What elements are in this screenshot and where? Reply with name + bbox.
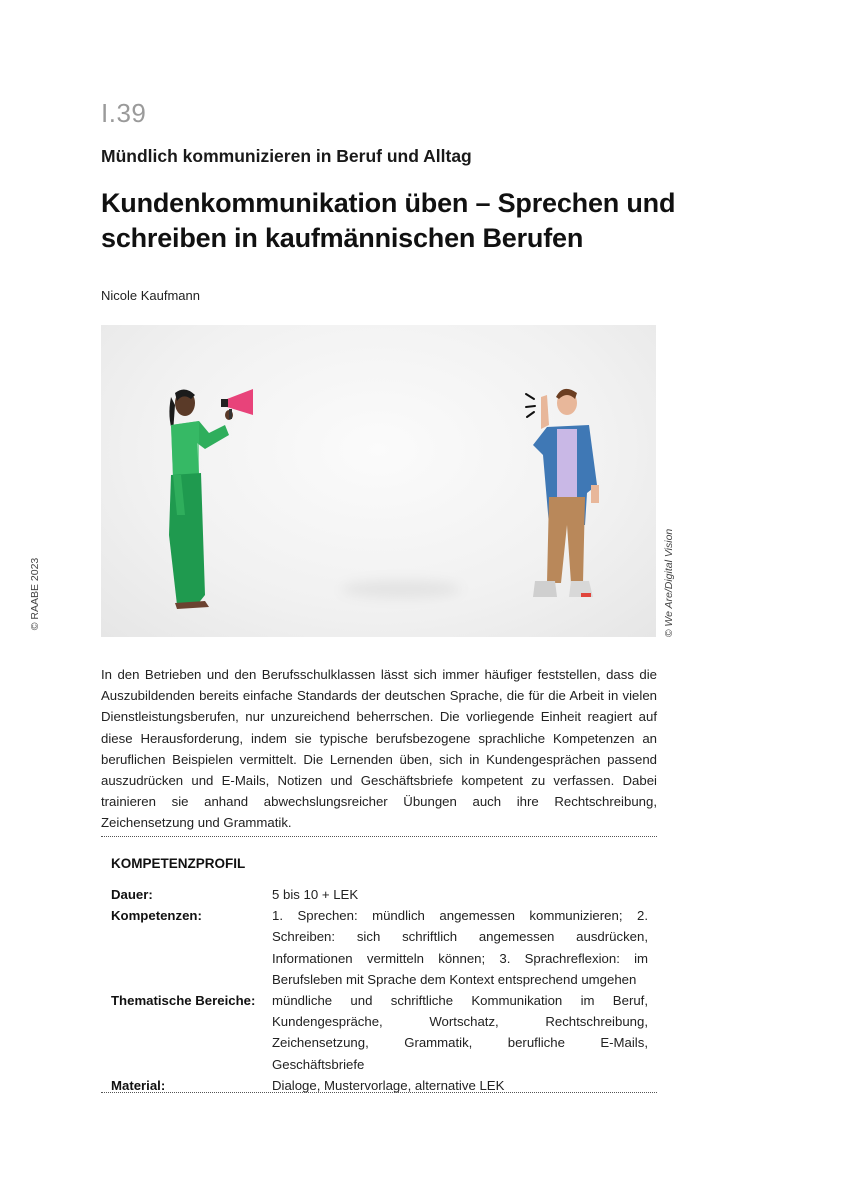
intro-paragraph: In den Betrieben und den Berufsschulklassen lässt sich immer häufiger feststellen, dass die Auszubildenden bereits einfache Standards der deutschen Sprache, die für die Arbeit in vielen Dienstleistungsberufen, nur unzureichend beherrschen. Die vorliegende Einheit reagiert auf diese Herausforderung, indem sie typische berufsbezogene sprachliche Kompetenzen an beruflichen Beispielen vermittelt. Die Lernenden üben, sich in Kundengesprächen passend auszudrücken und E-Mails, Notizen und Geschäftsbriefe kompetent zu verfassen. Dabei trainieren sie anhand abwechslungsreicher Übungen auch ihre Rechtschreibung, Zeichensetzung und Grammatik.: [101, 667, 657, 831]
photo-illustration: [101, 325, 656, 637]
photo-credit: © We Are/Digital Vision: [663, 528, 675, 638]
page-title: [101, 186, 701, 256]
profile-value: mündliche und schriftliche Kommunikation im Beruf, Kundengespräche, Wortschatz, Rechtschreibung, Zeichensetzung, Grammatik, berufliche E-Mails, Geschäftsbriefe: [272, 993, 648, 1072]
divider-bottom: [101, 1092, 657, 1093]
profile-value: 1. Sprechen: mündlich angemessen kommunizieren; 2. Schreiben: sich schriftlich angemessen ausdrücken, Informationen vermitteln können; 3. Sprachreflexion: im Berufsleben mit Sprache dem Kontext entsprechend umgehen: [272, 908, 648, 987]
profile-label: Dauer:: [111, 887, 153, 902]
copyright-raabe: © RAABE 2023: [29, 557, 41, 631]
kompetenzprofil-table: [111, 884, 648, 1096]
profile-label: Material:: [111, 1077, 166, 1093]
profile-value: 5 bis 10 + LEK: [272, 887, 359, 902]
profile-row-kompetenzen: [111, 905, 648, 990]
author-name: Nicole Kaufmann: [101, 288, 200, 303]
woman-figure: [169, 389, 253, 609]
unit-number: I.39: [101, 98, 147, 128]
profile-value: Dialoge, Mustervorlage, alternative LEK: [272, 1077, 505, 1093]
cover-photo: [101, 325, 656, 637]
sound-lines: [526, 394, 535, 417]
man-figure: [533, 389, 599, 597]
page-title-line-2: schreiben in kaufmännischen Berufen: [101, 223, 584, 253]
profile-row-thematische-bereiche: [111, 990, 648, 1075]
kompetenzprofil-heading: KOMPETENZPROFIL: [111, 856, 246, 871]
profile-label: Thematische Bereiche:: [111, 993, 256, 1009]
divider-top: [101, 836, 657, 837]
page-title-line-1: Kundenkommunikation üben – Sprechen und: [101, 188, 676, 218]
profile-label: Kompetenzen:: [111, 908, 202, 924]
series-title: Mündlich kommunizieren in Beruf und Alltag: [101, 146, 472, 166]
profile-row-dauer: [111, 884, 648, 905]
